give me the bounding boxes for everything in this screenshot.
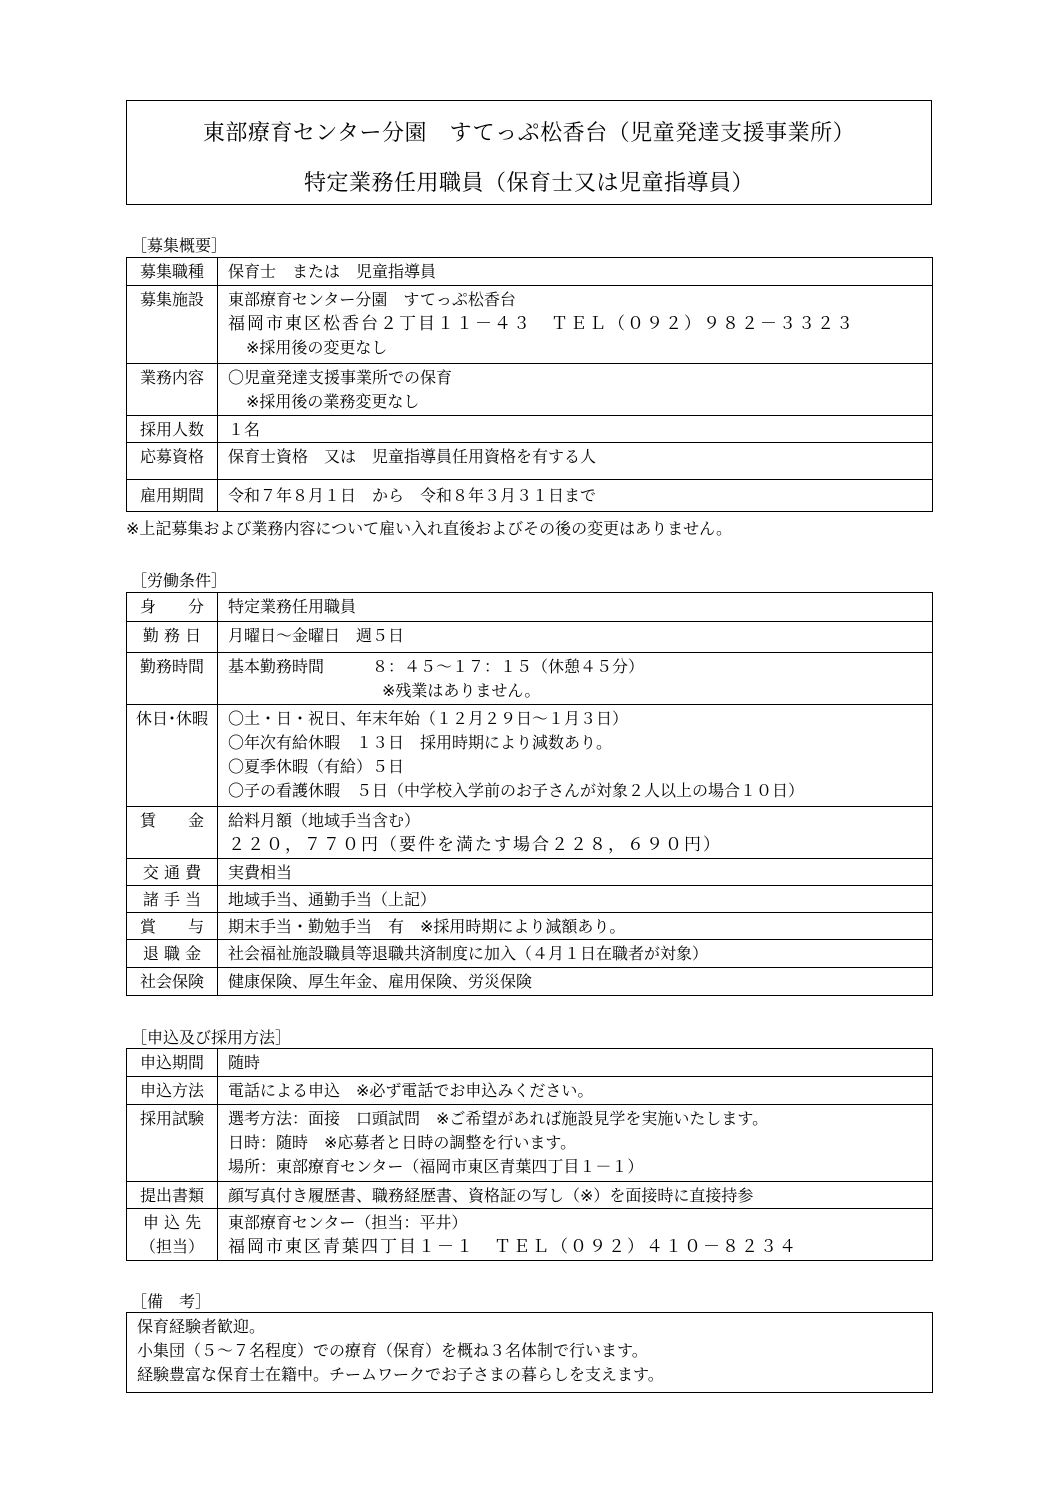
row-value <box>218 443 933 480</box>
table-row <box>127 886 933 913</box>
row-line: 随時 <box>228 1053 261 1072</box>
row-value <box>218 913 933 940</box>
row-value <box>218 480 933 512</box>
row-line: １名 <box>228 420 261 439</box>
table-row <box>127 443 933 480</box>
table-row <box>127 1182 933 1209</box>
row-line: 顔写真付き履歴書、職務経歴書、資格証の写し（※）を面接時に直接持参 <box>228 1186 754 1205</box>
row-line: 日時：随時 ※応募者と日時の調整を行います。 <box>228 1133 577 1152</box>
row-line: 場所：東部療育センター（福岡市東区青葉四丁目１－１） <box>228 1157 644 1176</box>
row-value <box>218 653 933 705</box>
table-row <box>127 940 933 968</box>
remarks-line: 保育経験者歓迎。 <box>137 1317 266 1336</box>
table-row <box>127 968 933 996</box>
table-row <box>127 364 933 416</box>
row-line: 福岡市東区松香台２丁目１１－４３ ＴＥＬ（０９２）９８２－３３２３ <box>228 314 855 334</box>
title-line-2: 特定業務任用職員（保育士又は児童指導員） <box>303 171 754 196</box>
table-row <box>127 622 933 653</box>
row-line: ※採用後の業務変更なし <box>246 392 420 411</box>
row-line: 〇子の看護休暇 ５日（中学校入学前のお子さんが対象２人以上の場合１０日） <box>228 781 805 800</box>
row-line: 東部療育センター（担当：平井） <box>228 1213 468 1232</box>
remarks-body <box>127 1313 933 1393</box>
row-line: ※採用後の変更なし <box>246 338 388 357</box>
row-key: 勤務時間 <box>127 653 218 705</box>
row-line: ※残業はありません。 <box>382 681 541 700</box>
table-row <box>127 1077 933 1105</box>
row-line: 福岡市東区青葉四丁目１－１ ＴＥＬ（０９２）４１０－８２３４ <box>228 1237 798 1257</box>
row-key: 賞 与 <box>127 913 218 940</box>
row-line: 期末手当・勤勉手当 有 ※採用時期により減額あり。 <box>228 917 626 936</box>
row-key: 業務内容 <box>127 364 218 416</box>
recruit-table <box>126 257 933 512</box>
row-line: 基本勤務時間 ８：４５～１７：１５（休憩４５分） <box>228 657 645 676</box>
section-label-recruit: ［募集概要］ <box>131 236 228 255</box>
row-key: 休日･休暇 <box>127 705 218 807</box>
row-line: 選考方法：面接 口頭試問 ※ご希望があれば施設見学を実施いたします。 <box>228 1109 769 1128</box>
row-value <box>218 1105 933 1182</box>
title-box <box>126 100 932 205</box>
table-row <box>127 258 933 286</box>
table-row <box>127 1105 933 1182</box>
row-key: 採用人数 <box>127 416 218 443</box>
row-line: 実費相当 <box>228 863 293 882</box>
row-key: 募集施設 <box>127 286 218 364</box>
row-key: 交 通 費 <box>127 859 218 886</box>
row-key: 賃 金 <box>127 807 218 859</box>
row-value <box>218 807 933 859</box>
row-line: 健康保険、厚生年金、雇用保険、労災保険 <box>228 972 533 991</box>
row-line: 社会福祉施設職員等退職共済制度に加入（４月１日在職者が対象） <box>228 944 709 963</box>
row-value <box>218 968 933 996</box>
section-label-apply: ［申込及び採用方法］ <box>131 1028 292 1047</box>
row-key-line: 申 込 先 <box>142 1213 202 1232</box>
row-value <box>218 859 933 886</box>
table-row <box>127 593 933 622</box>
row-key: 退 職 金 <box>127 940 218 968</box>
row-line: 保育士 または 児童指導員 <box>228 262 437 281</box>
row-value <box>218 1209 933 1261</box>
row-key: 諸 手 当 <box>127 886 218 913</box>
recruit-note: ※上記募集および業務内容について雇い入れ直後およびその後の変更はありません。 <box>126 519 733 538</box>
row-line: 地域手当、通勤手当（上記） <box>228 890 437 909</box>
row-line: 〇児童発達支援事業所での保育 <box>228 368 453 387</box>
row-key <box>127 1209 218 1261</box>
title-line-1: 東部療育センター分園 すてっぷ松香台（児童発達支援事業所） <box>202 121 856 146</box>
table-row <box>127 1049 933 1077</box>
row-key: 募集職種 <box>127 258 218 286</box>
row-value <box>218 886 933 913</box>
apply-table <box>126 1048 933 1261</box>
row-line: 東部療育センター分園 すてっぷ松香台 <box>228 290 516 309</box>
row-value <box>218 286 933 364</box>
row-line: 〇土・日・祝日、年末年始（１２月２９日～１月３日） <box>228 709 629 728</box>
remarks-line: 経験豊富な保育士在籍中。チームワークでお子さまの暮らしを支えます。 <box>137 1365 664 1384</box>
row-key: 勤 務 日 <box>127 622 218 653</box>
row-line: 令和７年８月１日 から 令和８年３月３１日まで <box>228 486 597 505</box>
table-row <box>127 480 933 512</box>
table-row <box>127 1209 933 1261</box>
row-line: 保育士資格 又は 児童指導員任用資格を有する人 <box>228 447 597 466</box>
row-line: 電話による申込 ※必ず電話でお申込みください。 <box>228 1081 594 1100</box>
section-label-work: ［労働条件］ <box>131 571 228 590</box>
row-line: 月曜日～金曜日 週５日 <box>228 626 405 645</box>
table-row <box>127 653 933 705</box>
row-value <box>218 622 933 653</box>
table-row <box>127 705 933 807</box>
row-value <box>218 705 933 807</box>
table-row <box>127 416 933 443</box>
row-value <box>218 364 933 416</box>
table-row <box>127 807 933 859</box>
remarks-line: 小集団（５～７名程度）での療育（保育）を概ね３名体制で行います。 <box>137 1341 648 1360</box>
row-line: ２２０，７７０円（要件を満たす場合２２８，６９０円） <box>228 835 722 855</box>
row-value <box>218 1182 933 1209</box>
row-key: 社会保険 <box>127 968 218 996</box>
row-value <box>218 940 933 968</box>
row-key: 申込期間 <box>127 1049 218 1077</box>
row-line: 特定業務任用職員 <box>228 597 357 616</box>
row-key: 申込方法 <box>127 1077 218 1105</box>
row-key: 雇用期間 <box>127 480 218 512</box>
table-row <box>127 1313 933 1393</box>
table-row <box>127 859 933 886</box>
row-line: 〇年次有給休暇 １３日 採用時期により減数あり。 <box>228 733 613 752</box>
row-value <box>218 593 933 622</box>
table-row <box>127 286 933 364</box>
row-line: 給料月額（地域手当含む） <box>228 811 421 830</box>
row-key: 採用試験 <box>127 1105 218 1182</box>
section-label-remarks: ［備 考］ <box>131 1292 212 1311</box>
work-table <box>126 592 933 996</box>
row-value <box>218 1049 933 1077</box>
row-line: 〇夏季休暇（有給）５日 <box>228 757 405 776</box>
row-key: 身 分 <box>127 593 218 622</box>
row-value <box>218 1077 933 1105</box>
row-key: 応募資格 <box>127 443 218 480</box>
row-key-line: （担当） <box>139 1237 204 1256</box>
table-row <box>127 913 933 940</box>
row-value <box>218 258 933 286</box>
remarks-table <box>126 1312 933 1393</box>
row-value <box>218 416 933 443</box>
row-key: 提出書類 <box>127 1182 218 1209</box>
